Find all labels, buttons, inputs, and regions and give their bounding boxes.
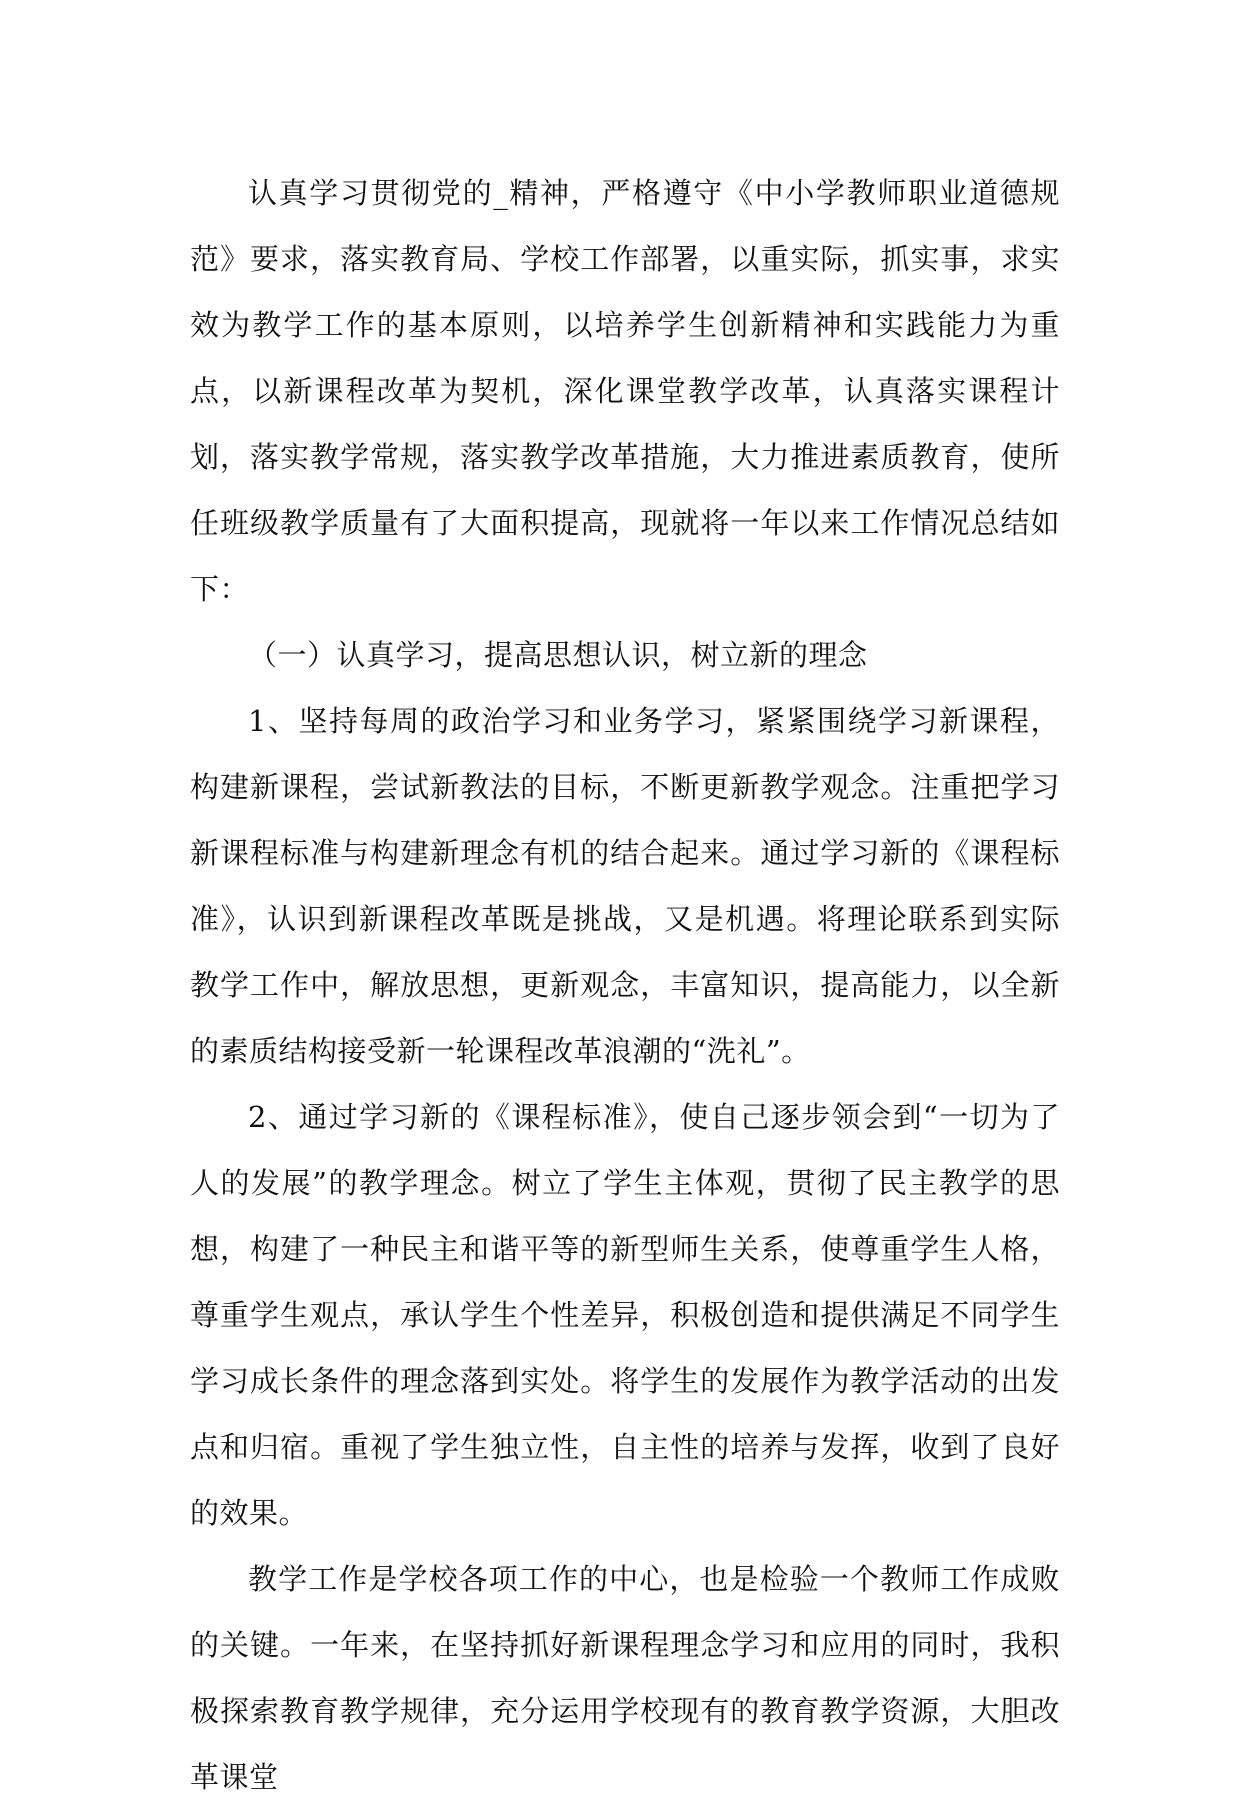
paragraph-point-1: 1、坚持每周的政治学习和业务学习，紧紧围绕学习新课程，构建新课程，尝试新教法的目标，不断更新教学观念。注重把学习新课程标准与构建新理念有机的结合起来。通过学习新的《课程标准》，认识到新课程改革既是挑战，又是机遇。将理论联系到实际教学工作中，解放思想，更新观念，丰富知识，提高能力，以全新的素质结构接受新一轮课程改革浪潮的“洗礼”。 <box>190 704 1060 1068</box>
paragraph-intro: 认真学习贯彻党的_精神，严格遵守《中小学教师职业道德规范》要求，落实教育局、学校工作部署，以重实际，抓实事，求实效为教学工作的基本原则，以培养学生创新精神和实践能力为重点，以新课程改革为契机，深化课堂教学改革，认真落实课程计划，落实教学常规，落实教学改革措施，大力推进素质教育，使所任班级教学质量有了大面积提高，现就将一年以来工作情况总结如下： <box>190 176 1060 606</box>
paragraph-point-2: 2、通过学习新的《课程标准》，使自己逐步领会到“一切为了人的发展”的教学理念。树立了学生主体观，贯彻了民主教学的思想，构建了一种民主和谐平等的新型师生关系，使尊重学生人格，尊重学生观点，承认学生个性差异，积极创造和提供满足不同学生学习成长条件的理念落到实处。将学生的发展作为教学活动的出发点和归宿。重视了学生独立性，自主性的培养与发挥，收到了良好的效果。 <box>190 1100 1060 1530</box>
section-heading-1: （一）认真学习，提高思想认识，树立新的理念 <box>248 638 868 672</box>
document-page <box>190 160 1060 1794</box>
paragraph-teaching-work: 教学工作是学校各项工作的中心，也是检验一个教师工作成败的关键。一年来，在坚持抓好新课程理念学习和应用的同时，我积极探索教育教学规律，充分运用学校现有的教育教学资源，大胆改革课堂 <box>190 1562 1060 1794</box>
